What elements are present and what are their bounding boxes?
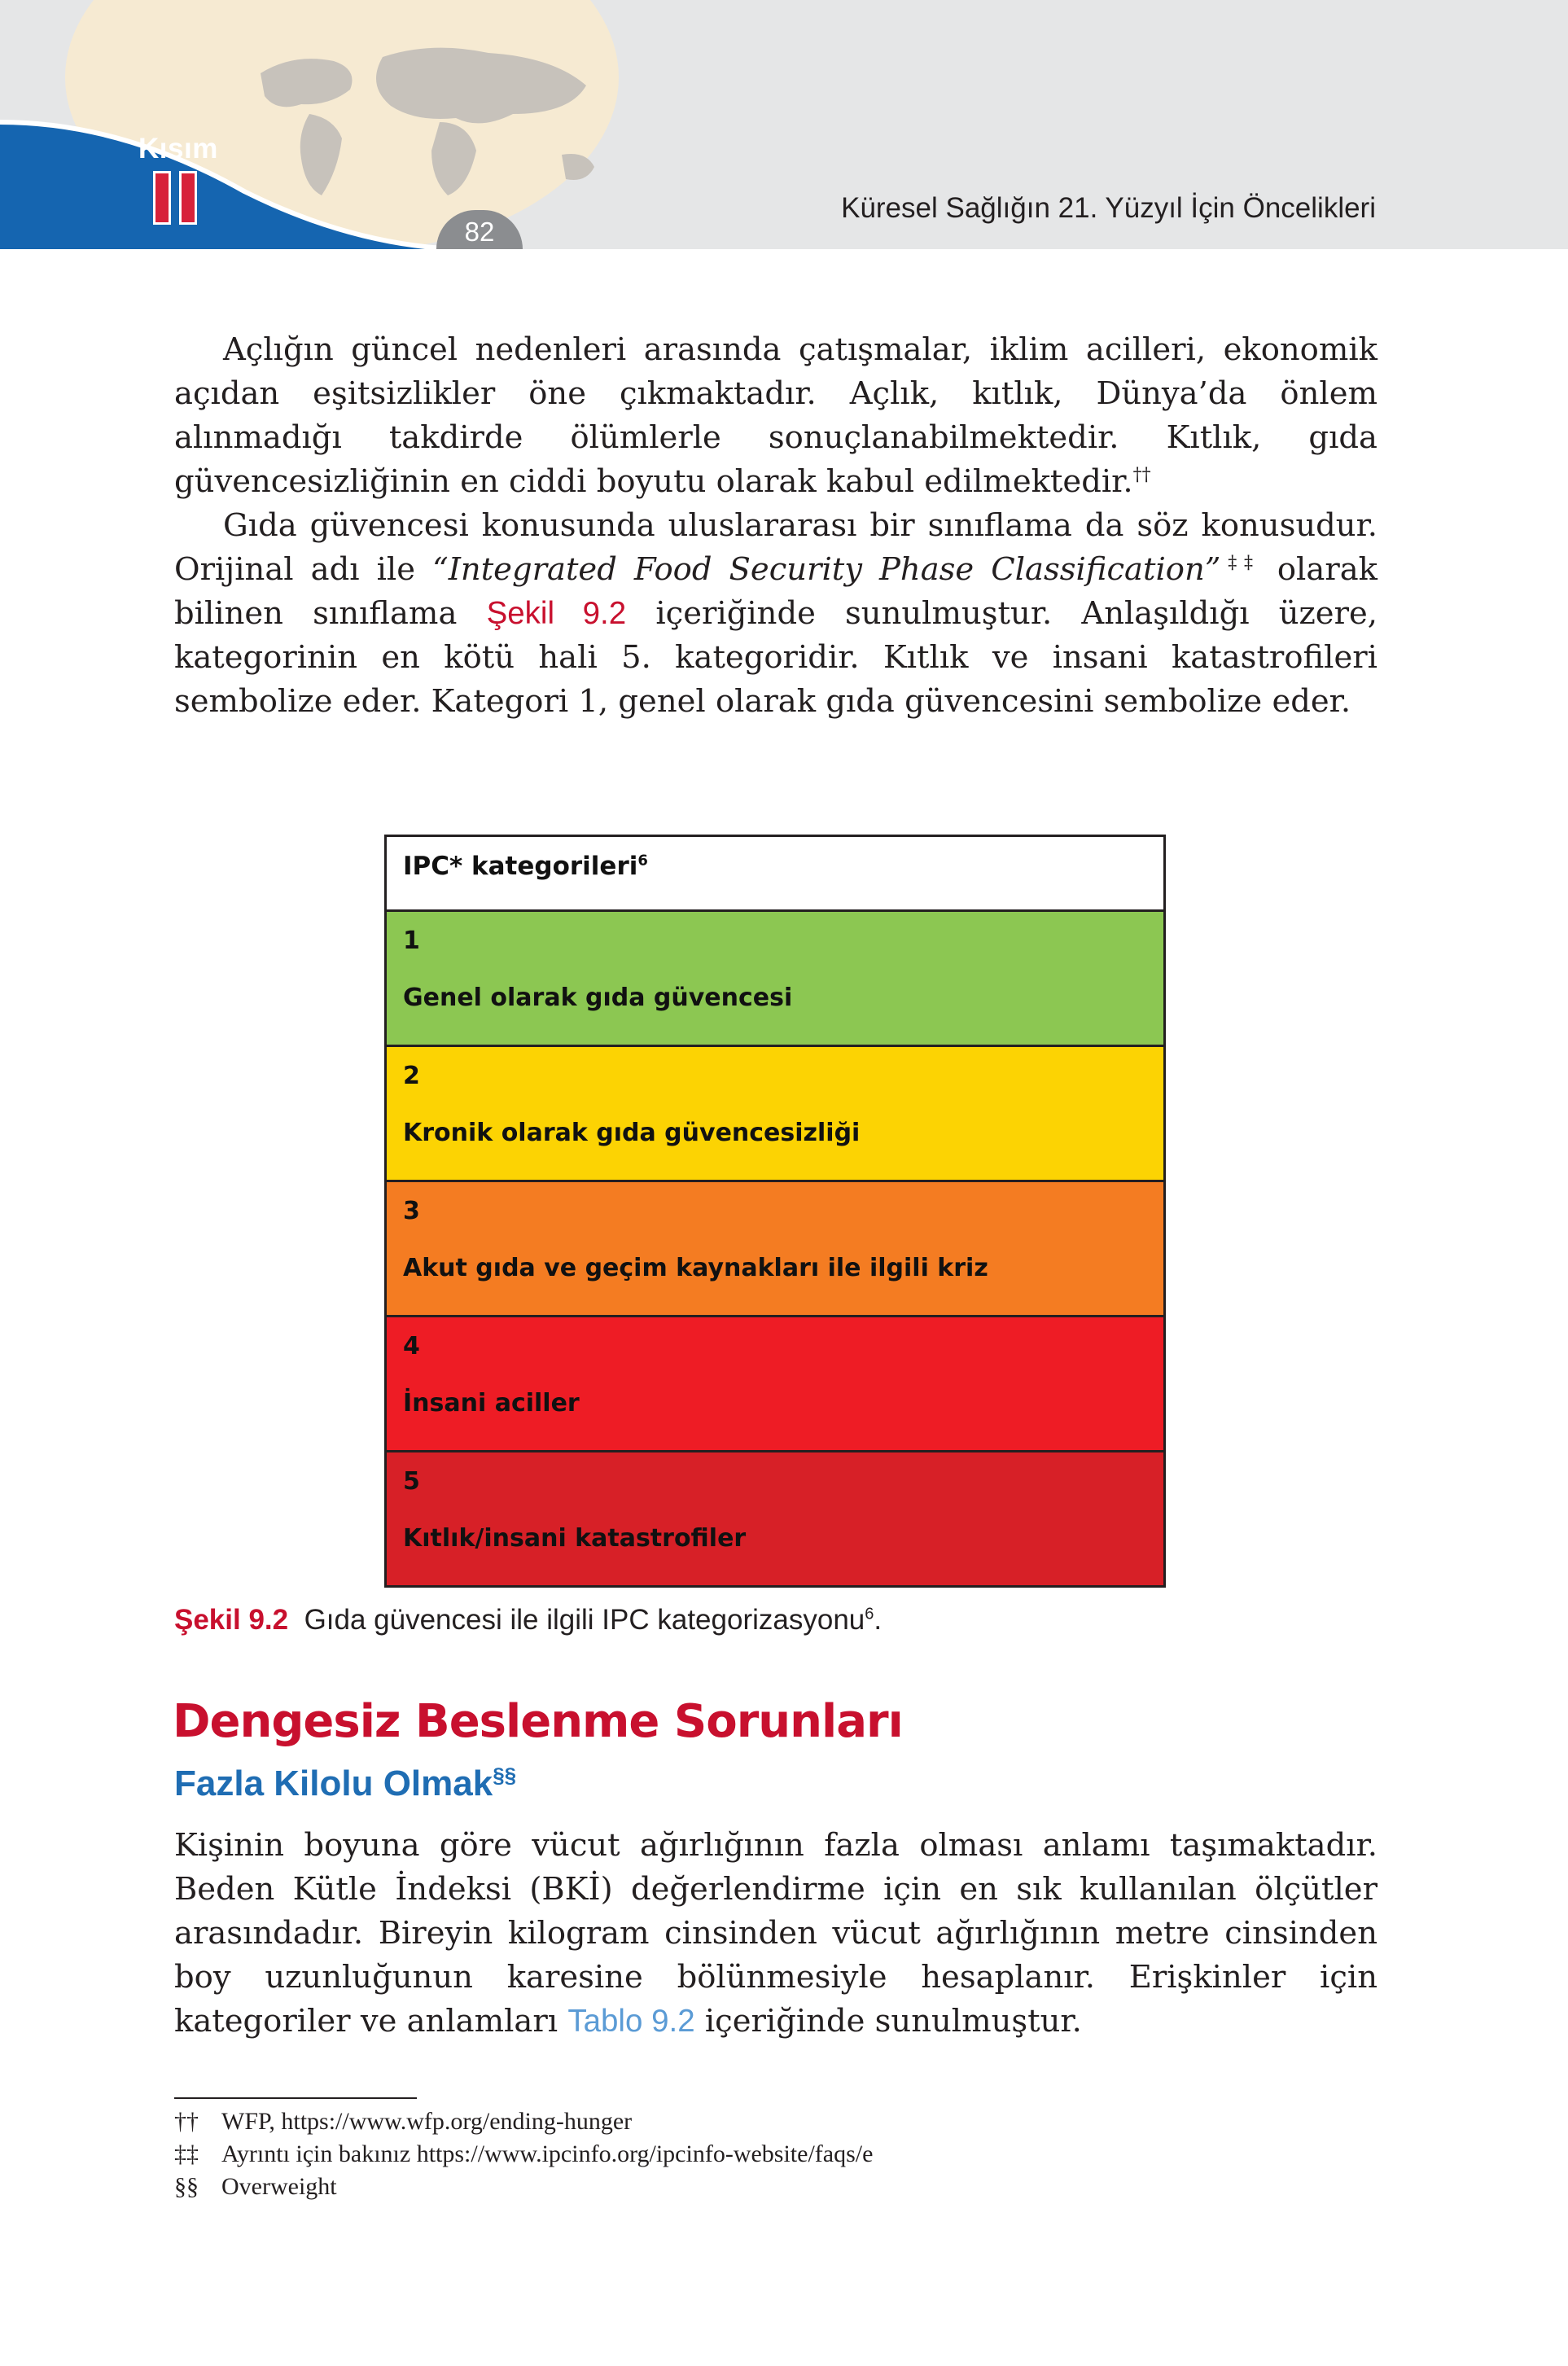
footnote-mark: †† [1132,465,1151,486]
footnote-item-mark: †† [174,2108,199,2135]
ipc-category-row [387,1317,1163,1452]
footnotes [174,2105,873,2203]
footnote-item-mark: §§ [174,2173,199,2200]
subsection-heading [174,1764,516,1804]
footnote-item-text: Ayrıntı için bakınız https://www.ipcinfo.org/ipcinfo-website/faqs/e [221,2140,874,2167]
figure-caption-label: Şekil 9.2 [174,1604,289,1636]
ipc-category-label: Akut gıda ve geçim kaynakları ile ilgili kriz [403,1254,988,1282]
footnote-item [174,2105,873,2138]
section-p-text: içeriğinde sunulmuştur. [694,2003,1082,2040]
page-number: 82 [436,210,523,249]
intro-p2-text: içeriğinde sunulmuştur. Anlaşıldığı üzere, kategorinin en kötü hali 5. kategoridir. Kıtlık ve insani katastrofileri sembolize eder. Kategori 1, genel olarak gıda güvencesini sembolize eder. [174,595,1378,720]
ipc-category-number: 4 [403,1332,420,1360]
ipc-table-title-sup: 6 [637,852,648,870]
ipc-category-row [387,1182,1163,1317]
section-heading: Dengesiz Beslenme Sorunları [173,1695,903,1748]
ipc-category-label: Genel olarak gıda güvencesi [403,984,793,1012]
intro-p1-text: Açlığın güncel nedenleri arasında çatışmalar, iklim acilleri, ekonomik açıdan eşitsizlikler öne çıkmaktadır. Açlık, kıtlık, Dünya’da önlem alınmadığı takdirde ölümlerle sonuçlanabilmektedir. Kıtlık, gıda güvencesizliğinin en ciddi boyutu olarak kabul edilmektedir. [174,331,1377,500]
section-p-text: Kişinin boyuna göre vücut ağırlığının fazla olması anlamı taşımaktadır. Beden Kütle İndeksi (BKİ) değerlendirme için en sık kullanılan ölçütler arasındadır. Bireyin kilogram cinsinden vücut ağırlığının metre cinsinden boy uzunluğunun karesine bölünmesiyle hesaplanır. Erişkinler için kategoriler ve anlamları [174,1827,1377,2040]
footnote-item [174,2171,873,2203]
part-label: Kısım [138,133,218,164]
footnote-item-text: WFP, https://www.wfp.org/ending-hunger [221,2108,633,2135]
footnote-item-mark: ‡‡ [174,2140,199,2167]
page-header [0,0,1568,249]
footnote-mark: §§ [493,1763,517,1788]
footnote-mark: ‡‡ [1220,553,1260,574]
intro-p2-text: Gıda güvencesi konusunda uluslararası bir sınıflama da söz konusudur. Orijinal adı ile [174,507,1377,588]
intro-paragraph-2 [174,504,1377,724]
ipc-category-label: Kıtlık/insani katastrofiler [403,1524,747,1553]
part-numeral-icon [153,171,199,225]
figure-caption [174,1604,882,1636]
ipc-category-label: Kronik olarak gıda güvencesizliği [403,1119,861,1147]
footnote-item-text: Overweight [221,2173,337,2200]
table-reference-link[interactable]: Tablo 9.2 [567,2004,695,2039]
ipc-category-label: İnsani aciller [403,1389,580,1417]
ipc-category-row [387,1452,1163,1585]
section-paragraph [174,1824,1377,2044]
caption-end: . [874,1604,883,1636]
ipc-category-row [387,1047,1163,1182]
intro-paragraph-1 [174,328,1377,504]
ipc-category-number: 1 [403,927,420,955]
running-head: Küresel Sağlığın 21. Yüzyıl İçin Öncelikleri [841,192,1376,224]
footnote-divider [174,2097,417,2099]
ipc-category-row [387,912,1163,1047]
ipc-category-number: 2 [403,1062,420,1090]
ipc-original-name: “Integrated Food Security Phase Classification” [432,551,1221,588]
figure-reference-link[interactable]: Şekil 9.2 [486,596,627,631]
ipc-category-number: 3 [403,1197,420,1225]
ipc-table-title: IPC* kategorileri [403,852,638,881]
ipc-table-header [387,837,1163,912]
caption-sup: 6 [865,1605,874,1623]
intro-p2-text: olarak bilinen sınıflama [174,551,1378,632]
ipc-categories-table [384,835,1166,1588]
subsection-title: Fazla Kilolu Olmak [174,1764,493,1803]
figure-caption-text: Gıda güvencesi ile ilgili IPC kategorizasyonu [304,1604,865,1636]
ipc-category-number: 5 [403,1467,420,1496]
footnote-item [174,2138,873,2171]
